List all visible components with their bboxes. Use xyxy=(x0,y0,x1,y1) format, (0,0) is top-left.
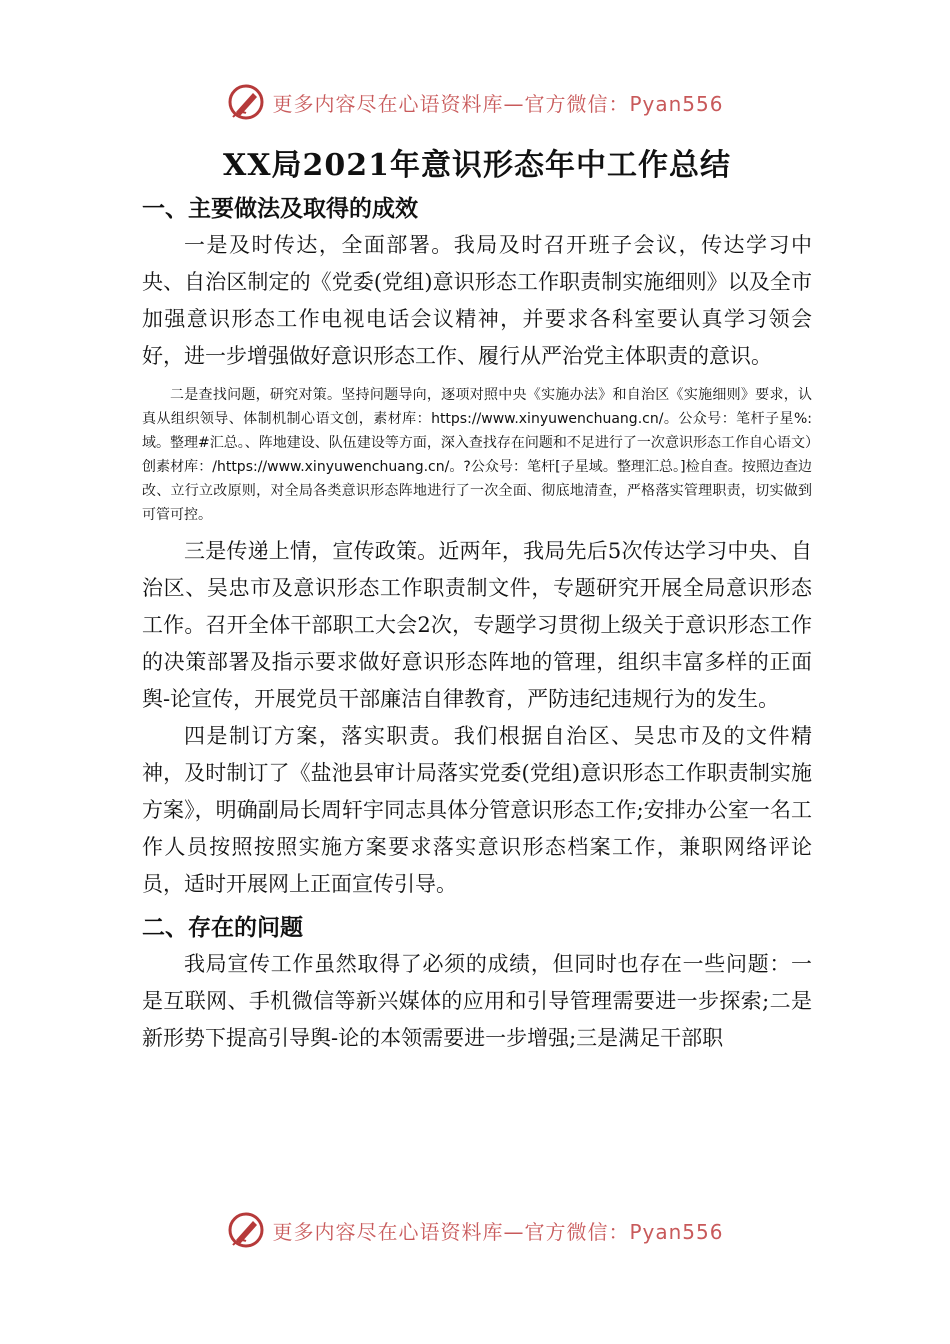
banner-text: 更多内容尽在心语资料库—官方微信：Pyan556 xyxy=(272,91,724,116)
document-body xyxy=(142,132,812,1057)
section-heading-2: 二、存在的问题 xyxy=(142,914,303,941)
paragraph-5: 我局宣传工作虽然取得了必须的成绩，但同时也存在一些问题：一是互联网、手机微信等新兴媒体的应用和引导管理需要进一步探索;二是新形势下提高引导舆-论的本领需要进一步增强;三是满足干部职 xyxy=(142,952,812,1050)
header-banner xyxy=(0,80,950,124)
paragraph-4: 四是制订方案，落实职责。我们根据自治区、吴忠市及的文件精神，及时制订了《盐池县审计局落实党委(党组)意识形态工作职责制实施方案》，明确副局长周轩宇同志具体分管意识形态工作;安排办公室一名工作人员按照按照实施方案要求落实意识形态档案工作，兼职网络评论员，适时开展网上正面宣传引导。 xyxy=(142,724,812,896)
pen-logo-icon xyxy=(226,82,266,122)
footer-banner xyxy=(0,1208,950,1252)
paragraph-3: 三是传递上情，宣传政策。近两年，我局先后5次传达学习中央、自治区、吴忠市及意识形态工作职责制文件，专题研究开展全局意识形态工作。召开全体干部职工大会2次，专题学习贯彻上级关于意识形态工作的决策部署及指示要求做好意识形态阵地的管理，组织丰富多样的正面舆-论宣传，开展党员干部廉洁自律教育，严防违纪违规行为的发生。 xyxy=(142,539,812,711)
paragraph-2: 二是查找问题，研究对策。坚持问题导向，逐项对照中央《实施办法》和自治区《实施细则》要求，认真从组织领导、体制机制心语文创，素材库：https://www.xinyuwenchuang.cn/。公众号：笔杆子星%:域。整理#汇总。、阵地建设、队伍建设等方面，深入查找存在问题和不足进行了一次意识形态工作自心语文）创素材库：/https://www.xinyuwenchuang.cn/。?公众号：笔杆[子星域。整理汇总。]检自查。按照边查边改、立行立改原则，对全局各类意识形态阵地进行了一次全面、彻底地清查，严格落实管理职责，切实做到可管可控。 xyxy=(142,387,812,523)
paragraph-1: 一是及时传达，全面部署。我局及时召开班子会议，传达学习中央、自治区制定的《党委(党组)意识形态工作职责制实施细则》以及全市加强意识形态工作电视电话会议精神，并要求各科室要认真学习领会好，进一步增强做好意识形态工作、履行从严治党主体职责的意识。 xyxy=(142,233,812,368)
section-heading-1: 一、主要做法及取得的成效 xyxy=(142,195,418,222)
pen-logo-icon xyxy=(226,1210,266,1250)
banner-text: 更多内容尽在心语资料库—官方微信：Pyan556 xyxy=(272,1219,724,1244)
document-title: XX局2021年意识形态年中工作总结 xyxy=(222,148,732,183)
